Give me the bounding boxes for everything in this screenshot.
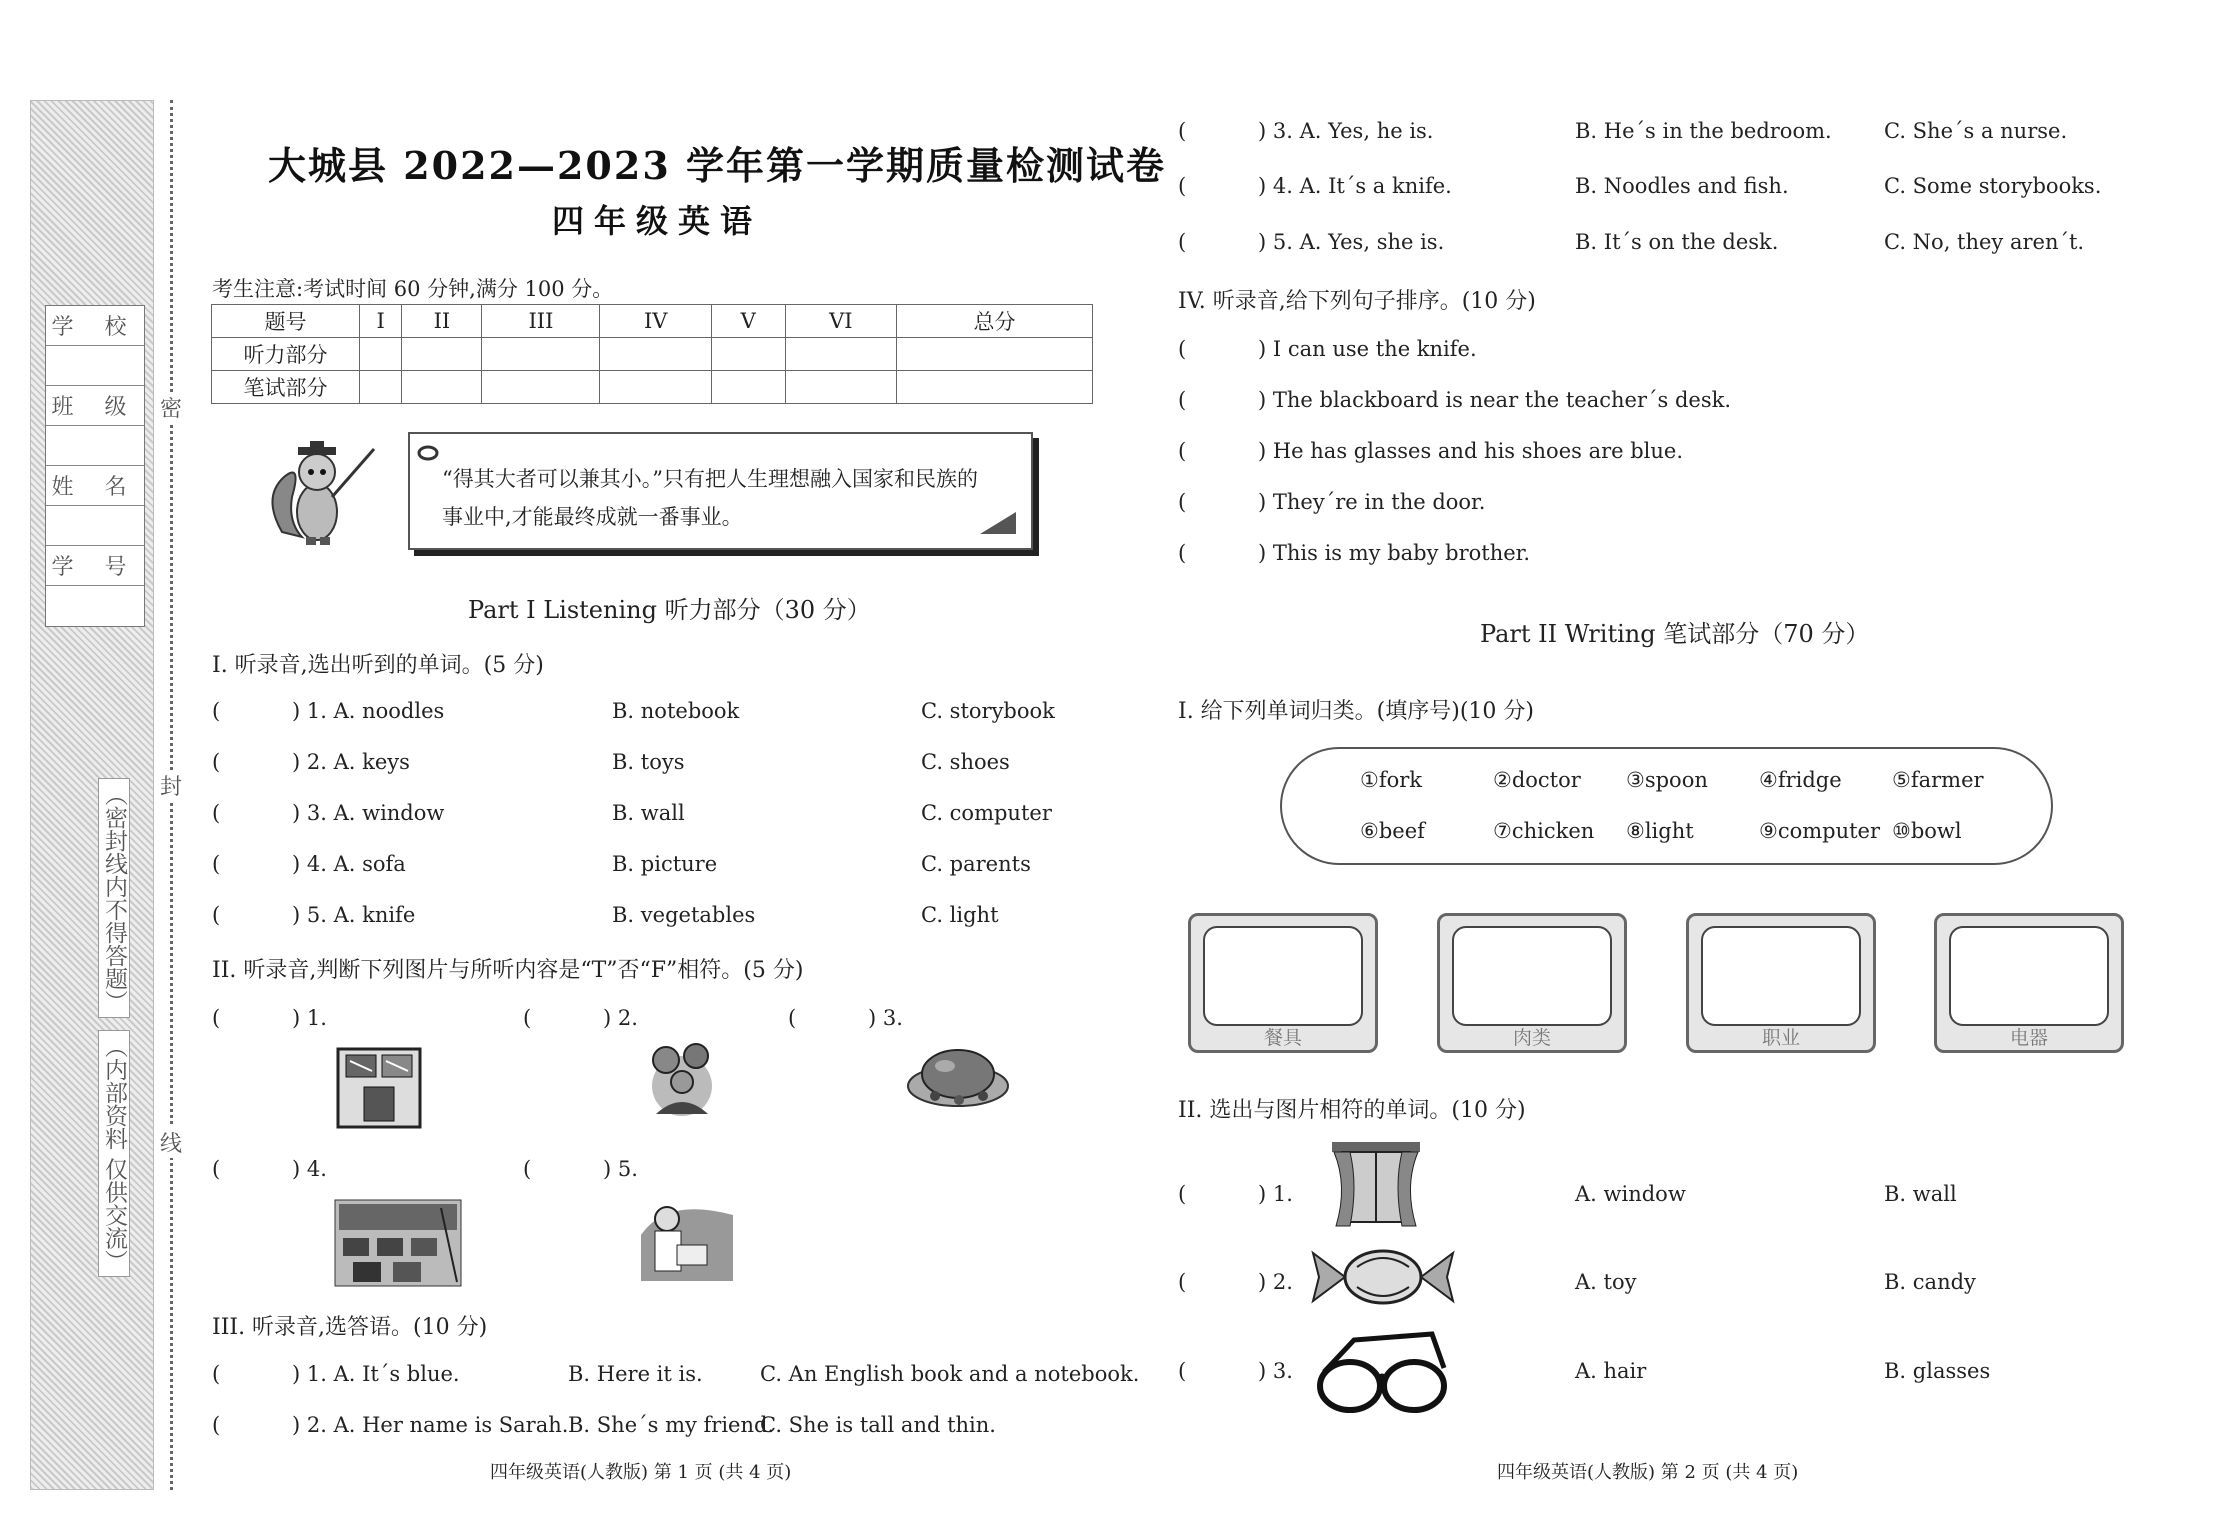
question-option-a: A. hair — [1575, 1359, 1647, 1383]
tf-item-number: ) 1. — [292, 1006, 327, 1030]
score-row-label: 笔试部分 — [212, 371, 360, 404]
score-cell[interactable] — [785, 371, 896, 404]
category-label: 餐具 — [1263, 1027, 1302, 1049]
seal-char-mi: 密 — [160, 392, 182, 423]
answer-blank[interactable]: ( — [212, 750, 221, 774]
score-row-label: 听力部分 — [212, 338, 360, 371]
question-option-a: ) 5. A. knife — [292, 903, 416, 927]
score-header-cell: VI — [785, 305, 896, 338]
score-cell[interactable] — [402, 371, 482, 404]
score-header-cell: I — [360, 305, 402, 338]
category-answer-area[interactable] — [1452, 926, 1612, 1026]
question-option-a: ) 3. A. Yes, he is. — [1258, 119, 1434, 143]
window-picture — [1328, 1140, 1424, 1230]
question-option-a: ) 4. A. It´s a knife. — [1258, 174, 1452, 198]
answer-blank[interactable]: ( — [1178, 230, 1187, 254]
score-header-cell: II — [402, 305, 482, 338]
score-header-cell: 总分 — [897, 305, 1093, 338]
answer-blank[interactable]: ( — [212, 1006, 221, 1030]
family-picture — [638, 1030, 726, 1118]
category-label: 肉类 — [1512, 1027, 1551, 1049]
score-cell[interactable] — [600, 371, 711, 404]
score-cell[interactable] — [897, 371, 1093, 404]
question-option-c: C. She´s a nurse. — [1884, 119, 2068, 143]
question-number: ) 3. — [1258, 1359, 1293, 1383]
question-option-a: ) 5. A. Yes, she is. — [1258, 230, 1445, 254]
exam-title: 大城县 2022—2023 学年第一学期质量检测试卷 — [268, 143, 1166, 188]
answer-blank[interactable]: ( — [1178, 439, 1187, 463]
score-cell[interactable] — [402, 338, 482, 371]
question-option-b: B. wall — [1884, 1182, 1957, 1206]
part2-title: Part II Writing 笔试部分（70 分） — [1480, 620, 1870, 648]
section2-heading: II. 听录音,判断下列图片与所听内容是“T”否“F”相符。(5 分) — [212, 958, 804, 983]
school-field[interactable] — [46, 346, 144, 386]
score-cell[interactable] — [482, 371, 600, 404]
question-number: ) 2. — [1258, 1270, 1293, 1294]
glasses-picture — [1314, 1328, 1450, 1424]
category-label: 职业 — [1761, 1027, 1800, 1049]
student-id-field[interactable] — [46, 586, 144, 626]
order-sentence: ) The blackboard is near the teacher´s desk. — [1258, 388, 1731, 412]
category-answer-area[interactable] — [1701, 926, 1861, 1026]
question-option-c: C. No, they aren´t. — [1884, 230, 2085, 254]
boy-reading-picture — [637, 1195, 737, 1283]
word-item: ⑩bowl — [1892, 819, 1962, 843]
score-header-cell: IV — [600, 305, 711, 338]
category-frame-tableware[interactable] — [1188, 913, 1378, 1053]
answer-blank[interactable]: ( — [212, 852, 221, 876]
question-option-b: B. toys — [612, 750, 685, 774]
question-option-b: B. picture — [612, 852, 718, 876]
question-option-a: ) 2. A. keys — [292, 750, 410, 774]
answer-blank[interactable]: ( — [523, 1157, 532, 1181]
word-item: ②doctor — [1493, 768, 1581, 792]
answer-blank[interactable]: ( — [1178, 1182, 1187, 1206]
writing2-heading: II. 选出与图片相符的单词。(10 分) — [1178, 1098, 1526, 1123]
score-row-writing — [212, 371, 1093, 404]
answer-blank[interactable]: ( — [212, 699, 221, 723]
tf-item-number: ) 2. — [603, 1006, 638, 1030]
score-cell[interactable] — [360, 338, 402, 371]
order-sentence: ) This is my baby brother. — [1258, 541, 1531, 565]
question-option-b: B. wall — [612, 801, 685, 825]
score-cell[interactable] — [897, 338, 1093, 371]
answer-blank[interactable]: ( — [1178, 490, 1187, 514]
score-table — [211, 304, 1093, 404]
answer-blank[interactable]: ( — [1178, 1359, 1187, 1383]
category-label: 电器 — [2009, 1027, 2048, 1049]
part1-title: Part I Listening 听力部分（30 分） — [468, 596, 871, 624]
section1-heading: I. 听录音,选出听到的单词。(5 分) — [212, 653, 544, 678]
answer-blank[interactable]: ( — [1178, 174, 1187, 198]
question-option-a: ) 1. A. noodles — [292, 699, 445, 723]
question-option-b: B. She´s my friend. — [568, 1413, 775, 1437]
answer-blank[interactable]: ( — [212, 1362, 221, 1386]
roast-chicken-picture — [905, 1030, 1011, 1110]
question-option-c: C. computer — [921, 801, 1052, 825]
answer-blank[interactable]: ( — [1178, 1270, 1187, 1294]
category-answer-area[interactable] — [1203, 926, 1363, 1026]
question-option-a: ) 3. A. window — [292, 801, 445, 825]
score-cell[interactable] — [482, 338, 600, 371]
category-frame-job[interactable] — [1686, 913, 1876, 1053]
tf-item-number: ) 5. — [603, 1157, 638, 1181]
score-row-listening — [212, 338, 1093, 371]
question-option-c: C. Some storybooks. — [1884, 174, 2102, 198]
question-option-b: B. glasses — [1884, 1359, 1991, 1383]
exam-subtitle: 四年级英语 — [552, 202, 763, 240]
answer-blank[interactable]: ( — [212, 801, 221, 825]
quote-bullet-icon — [416, 444, 440, 462]
word-item: ⑧light — [1626, 819, 1694, 843]
word-item: ⑦chicken — [1493, 819, 1595, 843]
keys-picture — [336, 1047, 422, 1129]
word-item: ④fridge — [1759, 768, 1842, 792]
score-cell[interactable] — [600, 338, 711, 371]
student-info-box — [45, 305, 145, 627]
question-option-c: C. parents — [921, 852, 1031, 876]
answer-blank[interactable]: ( — [523, 1006, 532, 1030]
question-option-b: B. It´s on the desk. — [1575, 230, 1779, 254]
word-item: ⑨computer — [1759, 819, 1881, 843]
question-option-c: C. light — [921, 903, 999, 927]
question-option-b: B. candy — [1884, 1270, 1976, 1294]
seal-char-feng: 封 — [160, 770, 182, 801]
school-label: 学 校 — [46, 306, 144, 346]
score-header-cell: 题号 — [212, 305, 360, 338]
tf-item-number: ) 3. — [868, 1006, 903, 1030]
category-answer-area[interactable] — [1949, 926, 2109, 1026]
page2-footer: 四年级英语(人教版) 第 2 页 (共 4 页) — [1497, 1462, 1799, 1483]
order-sentence: ) They´re in the door. — [1258, 490, 1486, 514]
question-option-a: ) 4. A. sofa — [292, 852, 406, 876]
category-frame-appliance[interactable] — [1934, 913, 2124, 1053]
score-cell[interactable] — [711, 371, 785, 404]
order-sentence: ) He has glasses and his shoes are blue. — [1258, 439, 1684, 463]
section3-heading: III. 听录音,选答语。(10 分) — [212, 1315, 488, 1340]
answer-blank[interactable]: ( — [788, 1006, 797, 1030]
student-id-label: 学 号 — [46, 546, 144, 586]
word-item: ⑤farmer — [1892, 768, 1984, 792]
question-option-a: A. toy — [1575, 1270, 1637, 1294]
category-frame-meat[interactable] — [1437, 913, 1627, 1053]
answer-blank[interactable]: ( — [212, 903, 221, 927]
exam-notice: 考生注意:考试时间 60 分钟,满分 100 分。 — [212, 277, 614, 301]
answer-blank[interactable]: ( — [1178, 388, 1187, 412]
squirrel-teacher-illustration — [262, 437, 382, 549]
internal-notice: （内部资料 仅供交流） — [98, 1030, 130, 1277]
word-item: ⑥beef — [1360, 819, 1425, 843]
question-option-b: B. vegetables — [612, 903, 756, 927]
name-field[interactable] — [46, 506, 144, 546]
question-option-a: ) 2. A. Her name is Sarah. — [292, 1413, 569, 1437]
word-item: ③spoon — [1626, 768, 1708, 792]
score-cell[interactable] — [360, 371, 402, 404]
page1-footer: 四年级英语(人教版) 第 1 页 (共 4 页) — [490, 1462, 792, 1483]
tf-item-number: ) 4. — [292, 1157, 327, 1181]
question-option-b: B. He´s in the bedroom. — [1575, 119, 1832, 143]
order-sentence: ) I can use the knife. — [1258, 337, 1477, 361]
word-bank-oval — [1280, 747, 2053, 865]
class-label: 班 级 — [46, 386, 144, 426]
candy-picture — [1309, 1245, 1457, 1309]
answer-blank[interactable]: ( — [1178, 541, 1187, 565]
score-table-header — [212, 305, 1093, 338]
score-cell[interactable] — [785, 338, 896, 371]
quote-text — [442, 460, 1022, 536]
name-label: 姓 名 — [46, 466, 144, 506]
question-option-b: B. Noodles and fish. — [1575, 174, 1789, 198]
score-cell[interactable] — [711, 338, 785, 371]
section4-heading: IV. 听录音,给下列句子排序。(10 分) — [1178, 289, 1536, 314]
word-item: ①fork — [1360, 768, 1423, 792]
question-option-b: B. notebook — [612, 699, 740, 723]
question-option-c: C. shoes — [921, 750, 1010, 774]
seal-notice: （密封线内不得答题） — [98, 778, 130, 1018]
question-option-c: C. storybook — [921, 699, 1055, 723]
answer-blank[interactable]: ( — [1178, 119, 1187, 143]
classroom-picture — [333, 1198, 463, 1288]
question-option-b: B. Here it is. — [568, 1362, 703, 1386]
answer-blank[interactable]: ( — [1178, 337, 1187, 361]
answer-blank[interactable]: ( — [212, 1413, 221, 1437]
quote-line: “得其大者可以兼其小。”只有把人生理想融入国家和民族的 — [442, 467, 978, 491]
seal-char-xian: 线 — [160, 1127, 182, 1158]
question-option-c: C. An English book and a notebook. — [760, 1362, 1140, 1386]
question-option-a: A. window — [1575, 1182, 1686, 1206]
question-number: ) 1. — [1258, 1182, 1293, 1206]
question-option-a: ) 1. A. It´s blue. — [292, 1362, 460, 1386]
score-header-cell: III — [482, 305, 600, 338]
writing1-heading: I. 给下列单词归类。(填序号)(10 分) — [1178, 699, 1534, 724]
question-option-c: C. She is tall and thin. — [760, 1413, 996, 1437]
class-field[interactable] — [46, 426, 144, 466]
score-header-cell: V — [711, 305, 785, 338]
quote-line: 事业中,才能最终成就一番事业。 — [442, 505, 743, 529]
answer-blank[interactable]: ( — [212, 1157, 221, 1181]
